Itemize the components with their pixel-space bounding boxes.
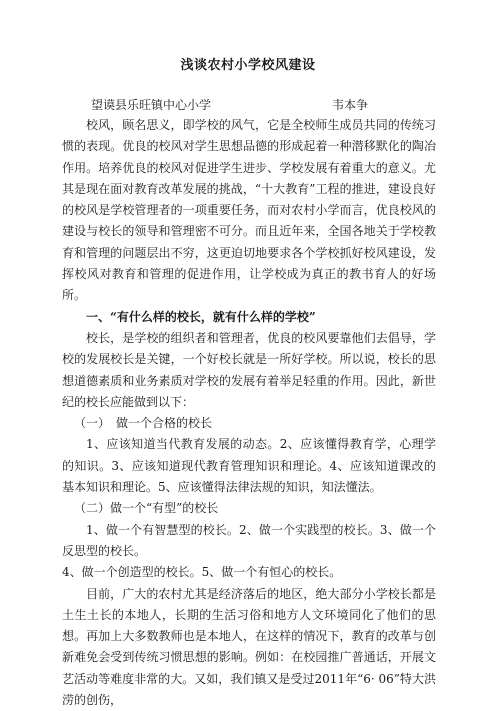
paragraph-rural-context: 目前，广大的农村尤其是经济落后的地区，绝大部分小学校长都是土生土长的本地人，长期的生活习俗和地方人文环境同化了他们的思想。再加上大多数教师也是本地人，在这样的情况下，教育的改革与创新难免会受到传统习惯思想的影响。例如：在校园推广普通话，开展文艺活动等难度非常的大。又如，我们镇又是受过2011年“6· 06”特大洪涝的创伤， [62,586,436,708]
paragraph-qualified-list: 1、应该知道当代教育发展的动态。2、应该懂得教育学，心理学的知识。3、应该知道现代教育管理知识和理论。4、应该知道课改的基本知识和理论。5、应该懂得法律法规的知识，知法懂法。 [62,437,436,495]
paragraph-typed-list-cont: 4、做一个创造型的校长。5、做一个有恒心的校长。 [62,565,342,580]
document-body [62,115,436,711]
document-title: 浅谈农村小学校风建设 [180,58,316,73]
section-heading-1: 一、“有什么样的校长，就有什么样的学校” [86,309,316,324]
subheading-qualified-principal: （一） 做一个合格的校长 [74,416,213,431]
paragraph-principal-role: 校长，是学校的组织者和管理者，优良的校风要靠他们去倡导，学校的发展校长是关键，一个好校长就是一所好学校。所以说，校长的思想道德素质和业务素质对学校的发展有着举足轻重的作用。因此，新世纪的校长应能做到以下： [62,330,436,409]
subheading-typed-principal: （二）做一个“有型”的校长 [74,501,219,516]
paragraph-typed-list: 1、做一个有智慧型的校长。2、做一个实践型的校长。3、做一个反思型的校长。 [62,522,436,558]
paragraph-intro: 校风，顾名思义，即学校的风气，它是全校师生成员共同的传统习惯的表现。优良的校风对学生思想品德的形成起着一种潜移默化的陶冶作用。培养优良的校风对促进学生进步、学校发展有着重大的意义。尤其是现在面对教育改革发展的挑战，“十大教育”工程的推进，建设良好的校风是学校管理者的一项重要任务，而对农村小学而言，优良校风的建设与校长的领导和管理密不可分。而且近年来，全国各地关于学校教育和管理的问题层出不穷，这更迫切地要求各个学校抓好校风建设，发挥校风对教育和管理的促进作用，让学校成为真正的教书育人的好场所。 [62,118,436,303]
author-name: 韦本争 [332,98,369,112]
school-name: 望谟县乐旺镇中心小学 [91,98,212,112]
